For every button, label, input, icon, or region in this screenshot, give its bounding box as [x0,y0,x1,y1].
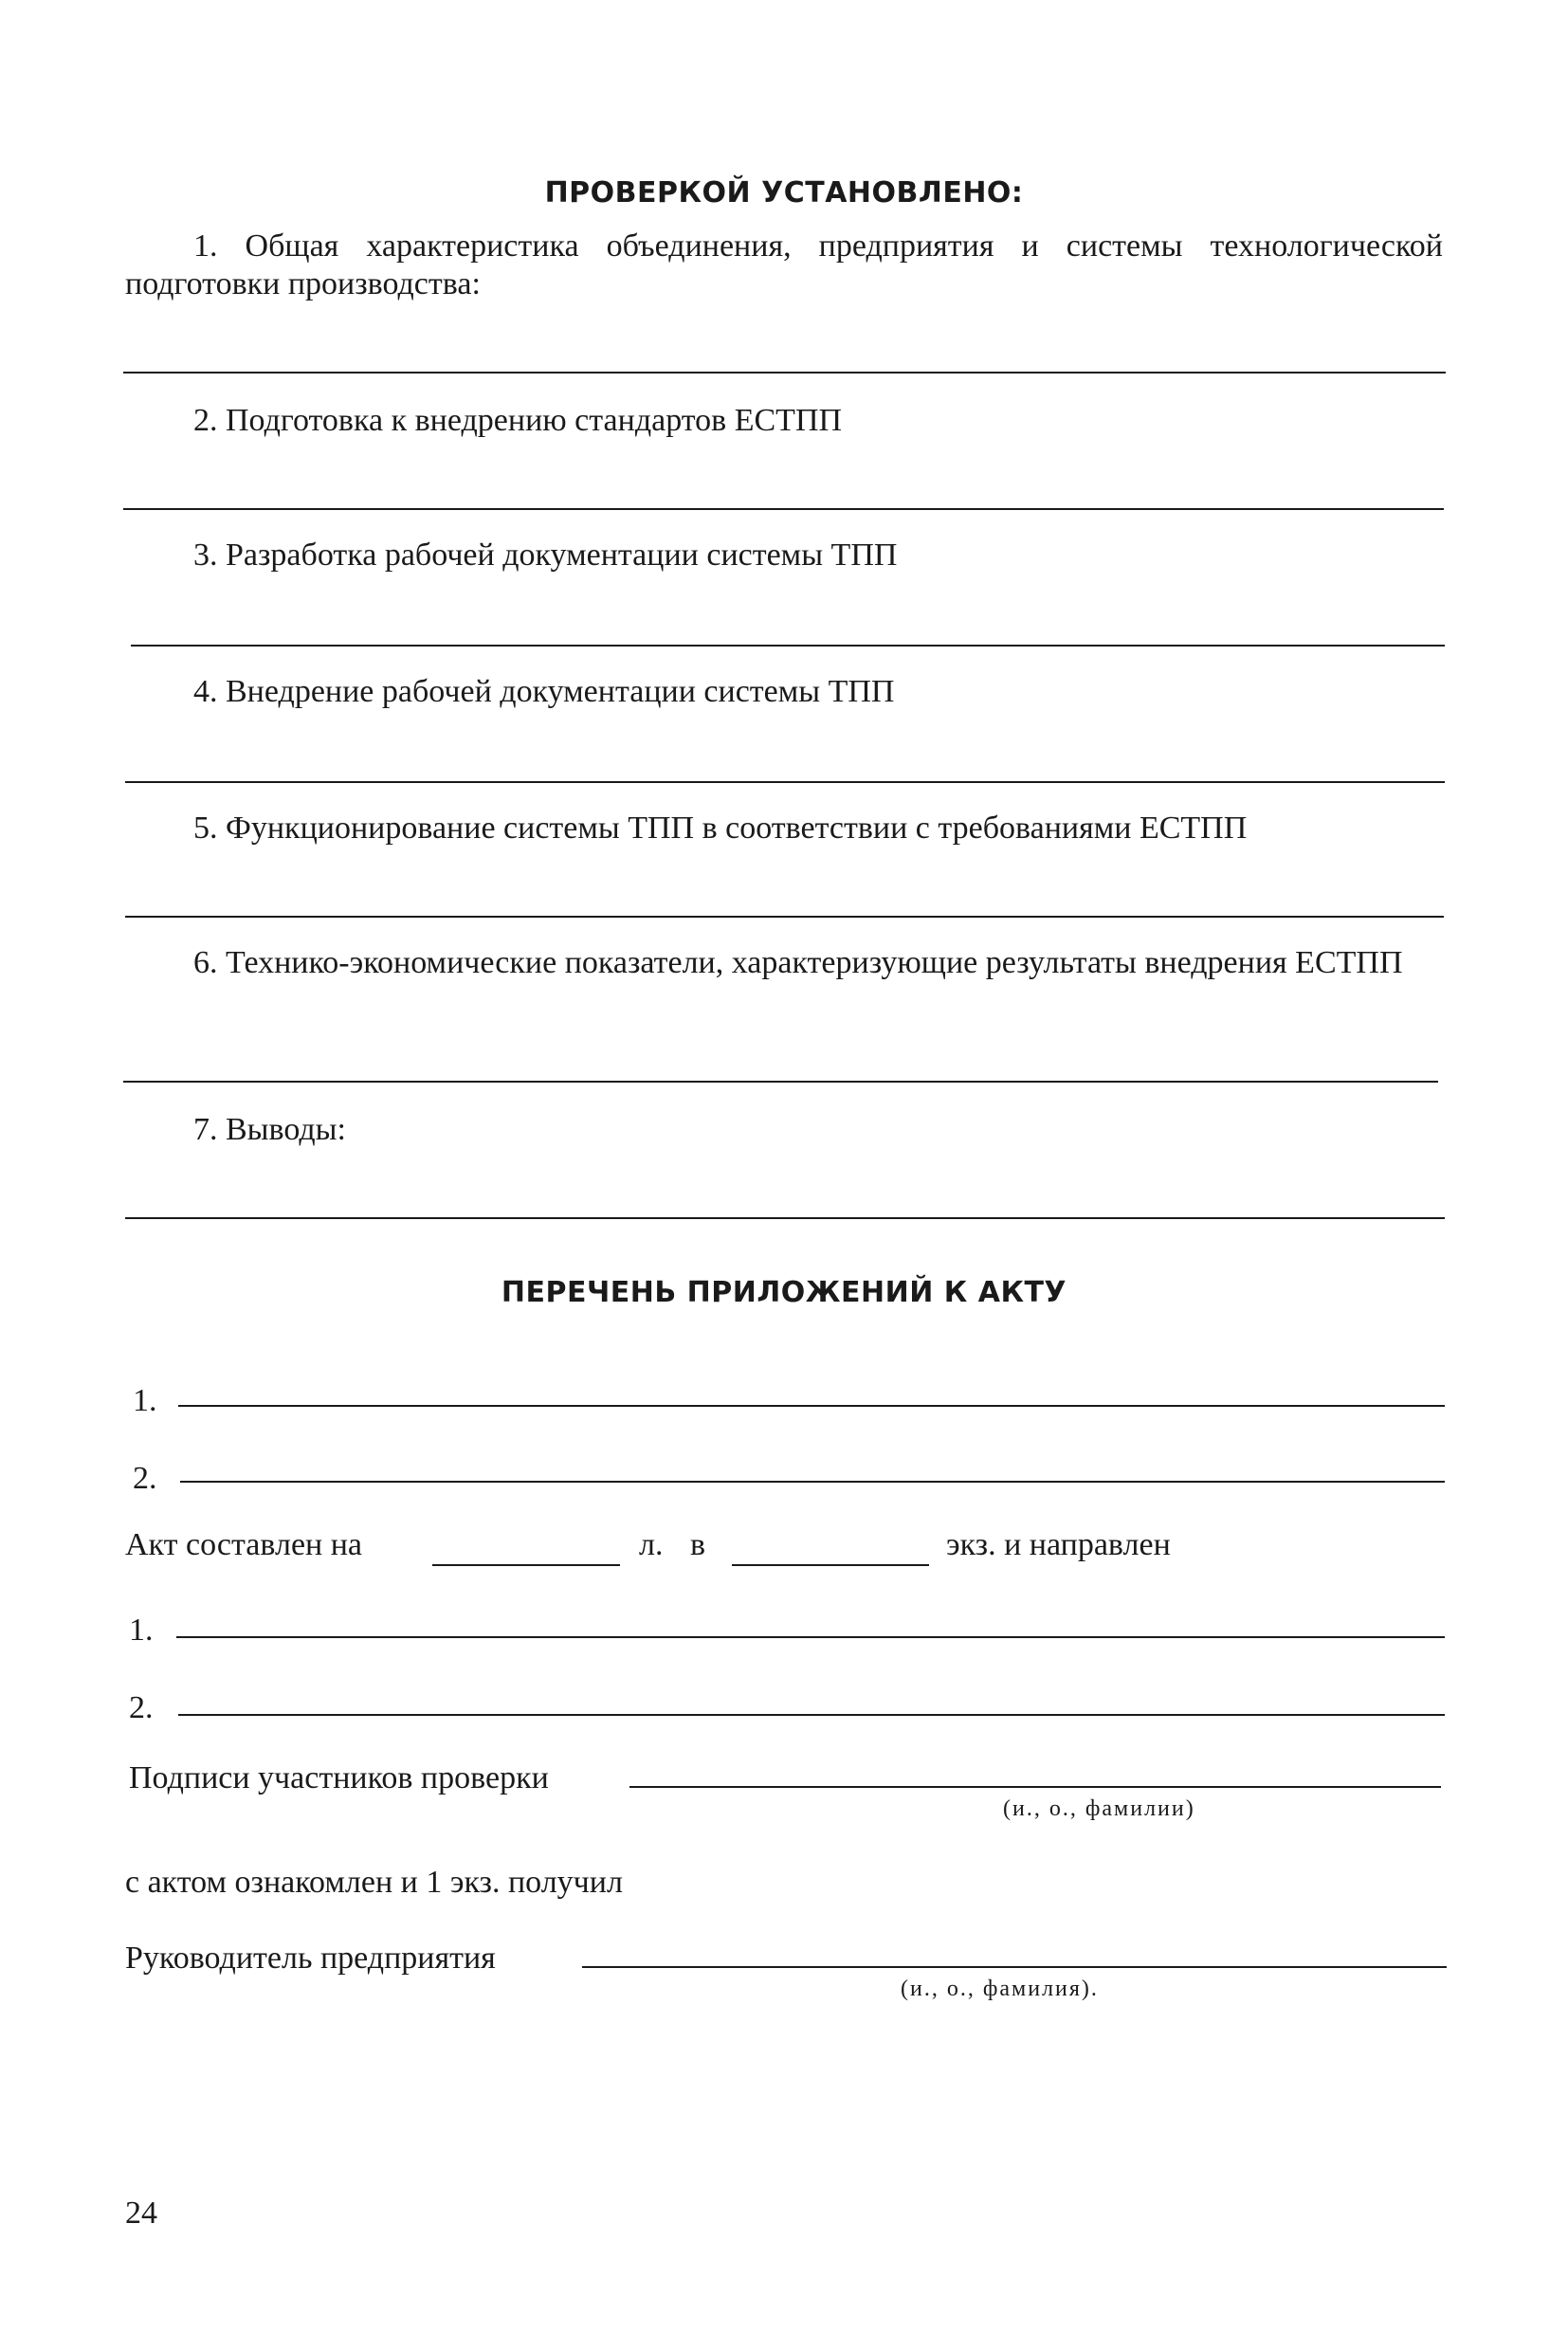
item-5-answer-line[interactable] [125,916,1444,918]
copies-count-line[interactable] [732,1564,929,1566]
findings-heading: ПРОВЕРКОЙ УСТАНОВЛЕНО: [544,176,1024,210]
act-compiled-label: Акт составлен на [125,1527,363,1562]
recipient-2-number: 2. [129,1690,154,1725]
participants-signatures-label: Подписи участников проверки [129,1760,549,1795]
appendix-1-line[interactable] [178,1405,1445,1407]
recipient-1-number: 1. [129,1613,154,1648]
item-7-text: 7. Выводы: [193,1112,346,1147]
item-2-answer-line[interactable] [123,508,1444,510]
appendices-heading: ПЕРЕЧЕНЬ ПРИЛОЖЕНИЙ К АКТУ [501,1276,1067,1309]
participants-signatures-caption: (и., о., фамилии) [1003,1796,1195,1821]
recipient-2-line[interactable] [178,1714,1445,1716]
head-of-enterprise-label: Руководитель предприятия [125,1941,496,1976]
item-1-answer-line[interactable] [123,372,1446,374]
appendix-2-line[interactable] [180,1481,1445,1483]
head-of-enterprise-line[interactable] [582,1966,1447,1968]
item-5-text: 5. Функционирование системы ТПП в соответствии с требованиями ЕСТПП [193,811,1248,846]
item-4-answer-line[interactable] [125,781,1445,783]
copies-sent-label: экз. и направлен [946,1527,1171,1562]
head-of-enterprise-caption: (и., о., фамилия). [901,1977,1099,2001]
page-number: 24 [125,2196,157,2231]
item-7-answer-line[interactable] [125,1217,1445,1219]
participants-signatures-line[interactable] [629,1786,1441,1788]
acknowledged-text: с актом ознакомлен и 1 экз. получил [125,1865,623,1900]
in-word: в [690,1527,706,1562]
appendix-1-number: 1. [133,1383,157,1418]
item-6-answer-line[interactable] [123,1081,1438,1083]
item-4-text: 4. Внедрение рабочей документации системы ТПП [193,674,895,709]
item-2-text: 2. Подготовка к внедрению стандартов ЕСТПП [193,403,843,438]
sheets-count-line[interactable] [432,1564,620,1566]
sheets-unit: л. [639,1527,664,1562]
item-3-answer-line[interactable] [131,645,1445,647]
item-1-text: 1. Общая характеристика объединения, предприятия и системы технологической подготовки производства: [125,228,1443,301]
item-6-text: 6. Технико-экономические показатели, характеризующие результаты внедрения ЕСТПП [193,945,1403,980]
item-3-text: 3. Разработка рабочей документации системы ТПП [193,538,898,573]
recipient-1-line[interactable] [176,1636,1445,1638]
appendix-2-number: 2. [133,1461,157,1496]
